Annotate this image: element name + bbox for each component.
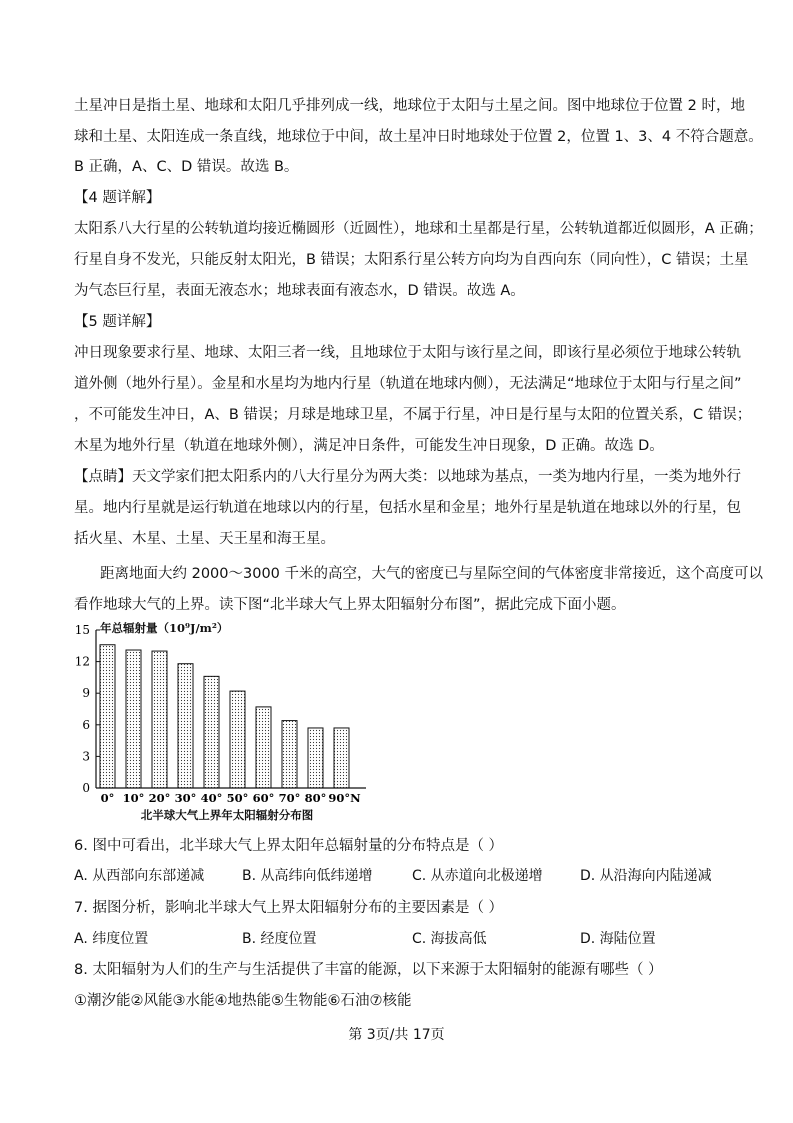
q6-option-b[interactable]: B. 从高纬向低纬递增 (242, 868, 373, 884)
bar (152, 651, 167, 788)
answer-text-line: 冲日现象要求行星、地球、太阳三者一线，且地球位于太阳与该行星之间，即该行星必须位于地球公转轨 (74, 345, 741, 361)
page-footer: 第 3页/共 17页 (348, 1027, 445, 1043)
section-heading-q4: 【4 题详解】 (74, 190, 161, 206)
intro-text-line: 距离地面大约 2000～3000 千米的高空，大气的密度已与星际空间的气体密度非常接近，这个高度可以 (100, 566, 764, 582)
bar (282, 721, 297, 788)
answer-text-line: ，不可能发生冲日，A、B 错误；月球是地球卫星，不属于行星，冲日是行星与太阳的位置关系，C 错误； (74, 407, 752, 423)
answer-text-line: 土星冲日是指土星、地球和太阳几乎排列成一线，地球位于太阳与土星之间。图中地球位于位置 2 时，地 (74, 98, 745, 114)
y-tick-label: 3 (82, 749, 90, 764)
bar (256, 707, 271, 788)
x-tick-label: 80° (304, 791, 327, 805)
x-tick-label: 0° (100, 791, 115, 805)
y-axis-label: 年总辐射量（10⁹J/m²） (100, 621, 229, 635)
bar (204, 676, 219, 788)
bar (230, 691, 245, 788)
q7-option-d[interactable]: D. 海陆位置 (580, 931, 656, 947)
q7-option-c[interactable]: C. 海拔高低 (412, 931, 487, 947)
answer-text-line: B 正确，A、C、D 错误。故选 B。 (74, 159, 299, 175)
x-tick-label: 50° (226, 791, 249, 805)
x-tick-label: 70° (278, 791, 301, 805)
y-tick-label: 9 (82, 686, 90, 701)
q6-option-a[interactable]: A. 从西部向东部递减 (74, 868, 205, 884)
y-tick-label: 6 (82, 717, 90, 732)
intro-text-line: 看作地球大气的上界。读下图“北半球大气上界太阳辐射分布图”，据此完成下面小题。 (74, 597, 626, 613)
y-tick-label: 12 (74, 654, 90, 669)
bar (308, 728, 323, 788)
x-tick-label: 90°N (328, 791, 361, 805)
question-7-stem: 7. 据图分析，影响北半球大气上界太阳辐射分布的主要因素是（ ） (74, 900, 504, 916)
tip-text-line: 【点睛】天文学家们把太阳系内的八大行星分为两大类：以地球为基点，一类为地内行星，一类为地外行 (74, 469, 741, 485)
x-tick-label: 20° (148, 791, 171, 805)
bar (178, 664, 193, 788)
x-tick-label: 40° (200, 791, 223, 805)
q6-option-d[interactable]: D. 从沿海向内陆递减 (580, 868, 712, 884)
answer-text-line: 道外侧（地外行星）。金星和水星均为地内行星（轨道在地球内侧），无法满足“地球位于太阳与行星之间” (74, 376, 742, 392)
q7-option-b[interactable]: B. 经度位置 (242, 931, 317, 947)
q7-option-a[interactable]: A. 纬度位置 (74, 931, 149, 947)
question-6-stem: 6. 图中可看出，北半球大气上界太阳年总辐射量的分布特点是（ ） (74, 838, 504, 854)
tip-text-line: 星。地内行星就是运行轨道在地球以内的行星，包括水星和金星；地外行星是轨道在地球以外的行星，包 (74, 500, 741, 516)
question-8-stem: 8. 太阳辐射为人们的生产与生活提供了丰富的能源，以下来源于太阳辐射的能源有哪些（ ） (74, 962, 663, 978)
bar (100, 645, 115, 788)
answer-text-line: 球和土星、太阳连成一条直线，地球位于中间，故土星冲日时地球处于位置 2，位置 1、3、4 不符合题意。 (74, 129, 763, 145)
chart-title: 北半球大气上界年太阳辐射分布图 (140, 808, 314, 822)
answer-text-line: 行星自身不发光，只能反射太阳光，B 错误；太阳系行星公转方向均为自西向东（同向性），C 错误；土星 (74, 252, 749, 268)
question-8-choices: ①潮汐能②风能③水能④地热能⑤生物能⑥石油⑦核能 (74, 993, 412, 1009)
bar (334, 728, 349, 788)
tip-text-line: 括火星、木星、土星、天王星和海王星。 (74, 531, 335, 547)
q6-option-c[interactable]: C. 从赤道向北极递增 (412, 868, 543, 884)
x-tick-label: 60° (252, 791, 275, 805)
section-heading-q5: 【5 题详解】 (74, 314, 161, 330)
bar (126, 650, 141, 788)
answer-text-line: 为气态巨行星，表面无液态水；地球表面有液态水，D 错误。故选 A。 (74, 283, 525, 299)
answer-text-line: 木星为地外行星（轨道在地球外侧），满足冲日条件，可能发生冲日现象，D 正确。故选 D。 (74, 438, 664, 454)
x-tick-label: 30° (174, 791, 197, 805)
radiation-bar-chart (60, 618, 370, 828)
y-tick-label: 15 (74, 623, 90, 637)
answer-text-line: 太阳系八大行星的公转轨道均接近椭圆形（近圆性），地球和土星都是行星，公转轨道都近似圆形，A 正确； (74, 221, 763, 237)
y-tick-label: 0 (82, 781, 90, 795)
x-tick-label: 10° (122, 791, 145, 805)
